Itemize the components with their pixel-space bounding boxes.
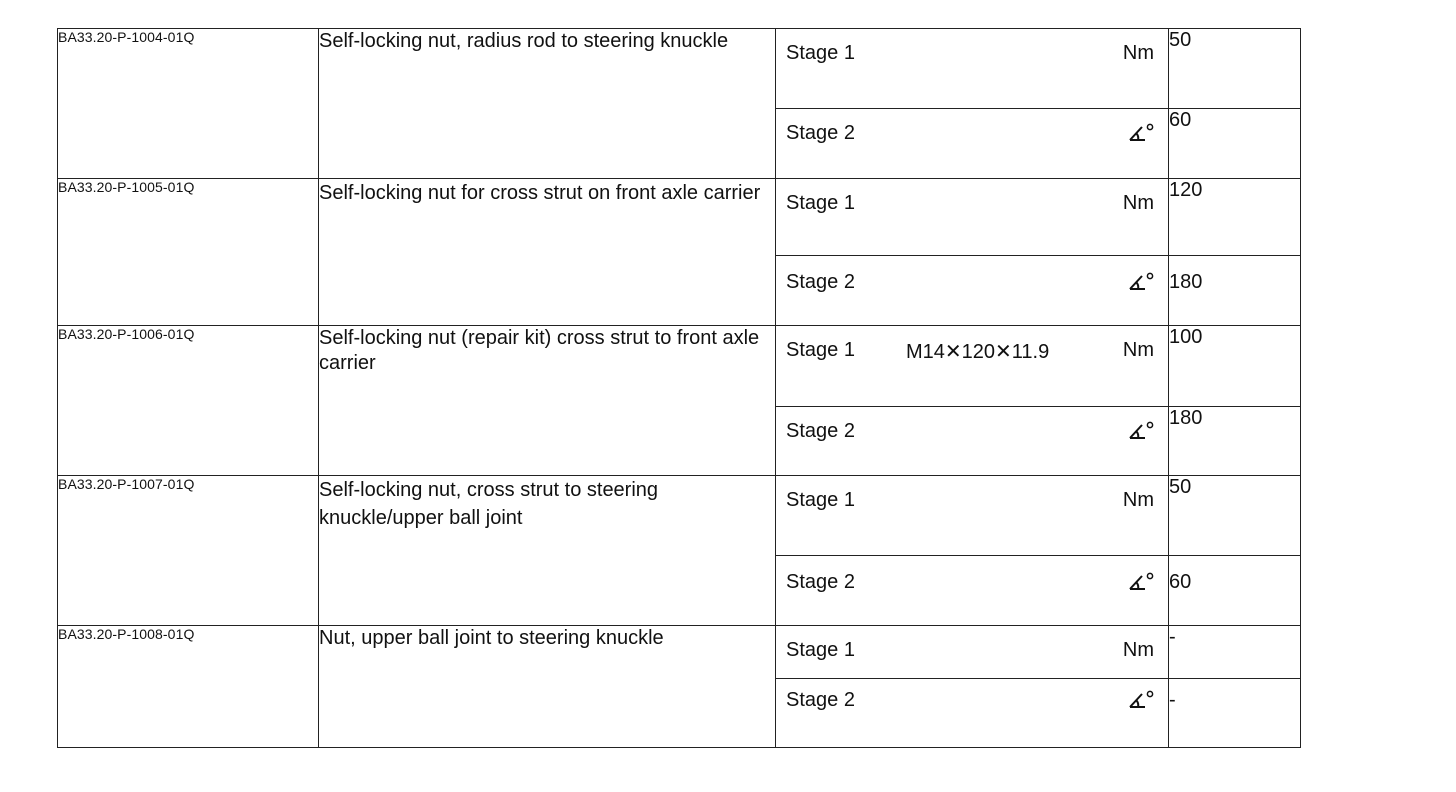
torque-value: -	[1169, 626, 1301, 679]
stage-label: Stage 1	[786, 639, 855, 661]
stage-cell	[776, 179, 1169, 256]
part-description: Self-locking nut (repair kit) cross strut to front axle carrier	[319, 326, 776, 476]
stage-label: Stage 2	[786, 689, 855, 711]
angle-value: 180	[1169, 407, 1301, 476]
stage-cell	[776, 109, 1169, 179]
torque-value: 50	[1169, 476, 1301, 556]
stage-cell	[776, 326, 1169, 407]
torque-specification-table	[57, 28, 1301, 748]
stage-label: Stage 2	[786, 271, 855, 293]
table-row	[58, 179, 1301, 256]
table-row	[58, 29, 1301, 109]
angle-degree-icon	[1128, 420, 1154, 441]
unit-nm: Nm	[1122, 339, 1154, 361]
table-row	[58, 626, 1301, 679]
angle-value: 60	[1169, 109, 1301, 179]
stage-cell	[776, 407, 1169, 476]
torque-value: 100	[1169, 326, 1301, 407]
stage-label: Stage 1	[786, 339, 855, 361]
part-code: BA33.20-P-1007-01Q	[58, 476, 319, 626]
angle-value: 180	[1169, 256, 1301, 326]
stage-cell	[776, 679, 1169, 748]
part-code: BA33.20-P-1004-01Q	[58, 29, 319, 179]
angle-degree-icon	[1128, 122, 1154, 143]
torque-value: 120	[1169, 179, 1301, 256]
part-description: Nut, upper ball joint to steering knuckle	[319, 626, 776, 748]
stage-label: Stage 2	[786, 571, 855, 593]
unit-nm: Nm	[1122, 42, 1154, 64]
stage-label: Stage 1	[786, 42, 855, 64]
part-description: Self-locking nut for cross strut on front axle carrier	[319, 179, 776, 326]
table-row	[58, 476, 1301, 556]
angle-value: 60	[1169, 556, 1301, 626]
thread-spec: M14✕120✕11.9	[906, 341, 1050, 363]
part-code: BA33.20-P-1005-01Q	[58, 179, 319, 326]
stage-label: Stage 2	[786, 122, 855, 144]
part-description: Self-locking nut, radius rod to steering knuckle	[319, 29, 776, 179]
unit-nm: Nm	[1122, 489, 1154, 511]
angle-value: -	[1169, 679, 1301, 748]
unit-nm: Nm	[1122, 192, 1154, 214]
stage-cell	[776, 476, 1169, 556]
angle-degree-icon	[1128, 689, 1154, 710]
stage-cell	[776, 256, 1169, 326]
stage-label: Stage 1	[786, 192, 855, 214]
unit-nm: Nm	[1122, 639, 1154, 661]
torque-value: 50	[1169, 29, 1301, 109]
stage-cell	[776, 626, 1169, 679]
stage-cell	[776, 556, 1169, 626]
stage-cell	[776, 29, 1169, 109]
angle-degree-icon	[1128, 571, 1154, 592]
part-description: Self-locking nut, cross strut to steering knuckle/upper ball joint	[319, 476, 776, 626]
stage-label: Stage 2	[786, 420, 855, 442]
part-code: BA33.20-P-1008-01Q	[58, 626, 319, 748]
table-row	[58, 326, 1301, 407]
stage-label: Stage 1	[786, 489, 855, 511]
part-code: BA33.20-P-1006-01Q	[58, 326, 319, 476]
angle-degree-icon	[1128, 271, 1154, 292]
